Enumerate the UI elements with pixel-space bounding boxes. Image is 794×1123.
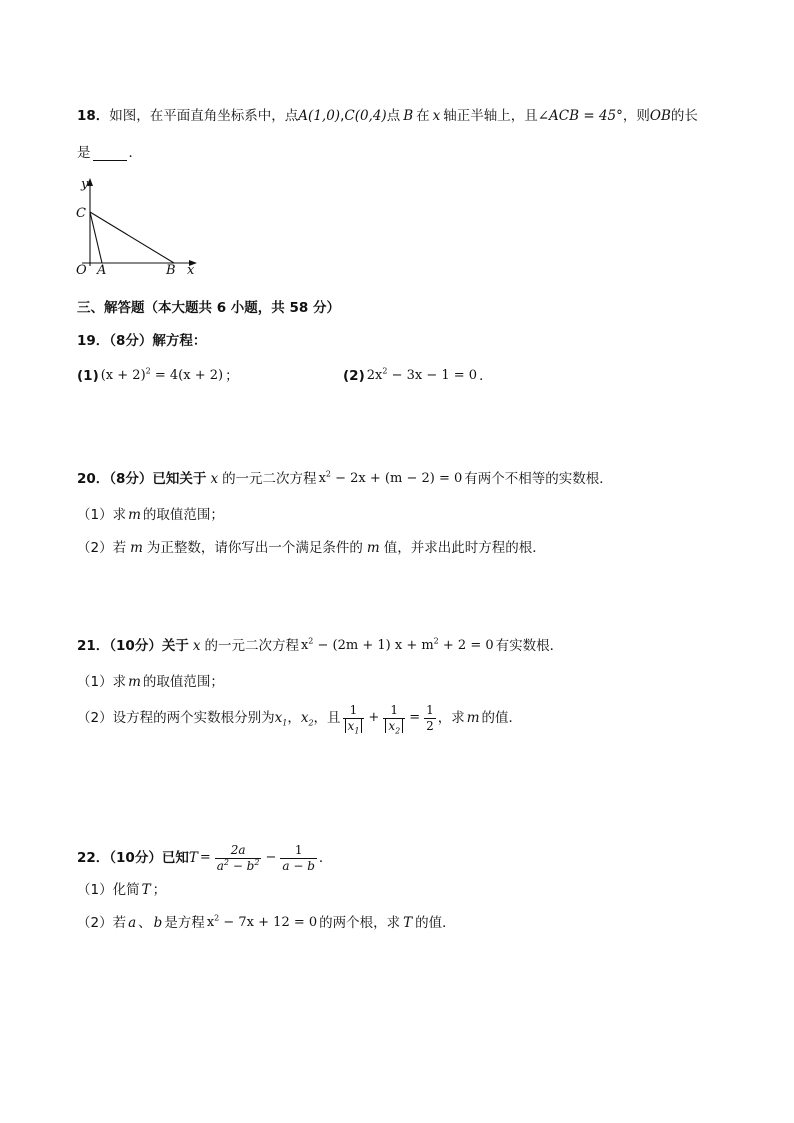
- q21-equation: $x^2 - (2m + 1) x + m^2 + 2 = 0$: [300, 636, 494, 653]
- q18-text-1: 如图，在平面直角坐标系中，点: [109, 108, 299, 124]
- q19-part1-label: (1): [77, 368, 99, 384]
- q22-part1-a: （1）化简: [77, 882, 140, 898]
- q21-header-c: 有实数根．: [495, 638, 564, 654]
- q19-part1-end: ；: [225, 368, 239, 384]
- q21-header-a: 21．（10分）关于: [77, 638, 189, 654]
- q20-x: x: [210, 471, 219, 487]
- q20-header-a: 20．（8分）已知关于: [77, 471, 207, 487]
- q22-end: ．: [318, 850, 333, 866]
- q21-part1-b: 的取值范围；: [142, 674, 224, 690]
- q22-part1-t: T: [141, 882, 151, 898]
- q21-header: [77, 636, 563, 656]
- q22-dun: 、: [138, 915, 152, 931]
- q18-ob: OB: [649, 108, 671, 124]
- q20-part1: [77, 505, 224, 525]
- q20-part2-b: 为正整数，请你写出一个满足条件的: [146, 540, 363, 556]
- q22-part2-b: 是方程: [164, 915, 205, 931]
- q18-angle: ∠ACB = 45°: [537, 108, 623, 124]
- q22-part2-d: 的值．: [415, 915, 456, 931]
- q22-part2: [77, 913, 456, 933]
- q20-part1-a: （1）求: [77, 507, 127, 523]
- q21-plus: +: [368, 710, 380, 725]
- figure-label-x: x: [187, 263, 195, 278]
- q21-part1: [77, 672, 224, 692]
- q18-line1: [77, 106, 698, 126]
- q20-part1-m: m: [128, 507, 141, 523]
- q18-line2-text: 是: [77, 145, 91, 161]
- q19-part1: [77, 366, 239, 386]
- q20-part2-a: （2）若: [77, 540, 127, 556]
- q22-part2-a: （2）若: [77, 915, 127, 931]
- q21-equals: =: [409, 710, 421, 725]
- q22-t: T: [188, 850, 198, 866]
- q18-answer-blank[interactable]: [93, 146, 127, 161]
- q21-frac-1: $\frac{1}{x_1}$: [343, 703, 365, 734]
- q18-x: x: [432, 108, 441, 124]
- q22-minus: −: [265, 850, 277, 865]
- figure-label-o: O: [76, 263, 87, 278]
- q20-equation: $x^2 - 2x + (m - 2) = 0$: [318, 469, 463, 486]
- q20-part2-m2: m: [366, 540, 380, 556]
- q20-part2: [77, 538, 546, 558]
- q22-header: [77, 838, 332, 878]
- figure-segment-cb: [90, 212, 174, 263]
- figure-label-a: A: [97, 263, 107, 278]
- q18-text-4: 轴正半轴上，且: [443, 108, 538, 124]
- q21-frac-half: $\frac{1}{2}$: [426, 702, 434, 733]
- q18-line2: [77, 143, 142, 163]
- q19-part1-equation: $(x + 2)^2 = 4(x + 2)$: [100, 366, 224, 383]
- q18-comma: ,: [340, 108, 345, 124]
- q22-part1: [77, 880, 166, 900]
- q21-sep: ，: [287, 710, 301, 726]
- q21-part2-c: ，求: [437, 710, 465, 726]
- q20-header-c: 有两个不相等的实数根．: [464, 471, 613, 487]
- q21-part2: [77, 700, 522, 736]
- q18-figure: [72, 176, 202, 280]
- q18-text-5: ，则: [622, 108, 650, 124]
- q18-point-c: C(0,4): [344, 108, 387, 124]
- q21-part2-m: m: [466, 710, 480, 726]
- q19-part2-end: ．: [479, 368, 493, 384]
- q19-header: 19．（8分）解方程：: [77, 333, 207, 349]
- figure-segment-ca: [90, 212, 102, 263]
- q18-b: B: [403, 108, 414, 124]
- q20-header-b: 的一元二次方程: [222, 471, 317, 487]
- q21-part1-m: m: [128, 674, 141, 690]
- q22-frac-1: $\frac{2a}{a^2 - b^2}$: [216, 842, 260, 873]
- q22-equation: $x^2 - 7x + 12 = 0$: [206, 913, 318, 930]
- section-3-title: 三、解答题（本大题共 6 小题，共 58 分）: [77, 300, 340, 316]
- figure-label-c: C: [76, 206, 86, 221]
- q18-text-6: 的长: [670, 108, 698, 124]
- q22-frac-2: $\frac{1}{a - b}$: [282, 842, 315, 873]
- q21-part1-a: （1）求: [77, 674, 127, 690]
- q19-part2: [343, 366, 493, 386]
- q22-part2-c: 的两个根，求: [319, 915, 401, 931]
- q21-part2-d: 的值．: [481, 710, 523, 726]
- q20-part1-b: 的取值范围；: [142, 507, 224, 523]
- q22-equals: =: [199, 850, 211, 865]
- q20-part2-m1: m: [130, 540, 143, 556]
- q22-b: b: [153, 915, 163, 931]
- q21-x1: $x_1$: [274, 710, 288, 728]
- q19-part2-label: (2): [343, 368, 365, 384]
- q20-header: [77, 469, 613, 489]
- q21-header-b: 的一元二次方程: [204, 638, 299, 654]
- figure-label-b: B: [166, 263, 176, 278]
- q21-x2: $x_2$: [300, 710, 314, 728]
- q21-x: x: [192, 638, 201, 654]
- q22-part2-t: T: [403, 915, 413, 931]
- q18-number: 18．: [77, 108, 110, 124]
- q18-point-a: A(1,0): [298, 108, 341, 124]
- q20-part2-c: 值，并求出此时方程的根．: [383, 540, 546, 556]
- q21-part2-a: （2）设方程的两个实数根分别为: [77, 710, 275, 726]
- figure-label-y: y: [81, 177, 89, 192]
- q21-part2-b: ，且: [313, 710, 341, 726]
- q18-text-2: 点: [386, 108, 401, 124]
- q19-part2-equation: $2x^2 - 3x - 1 = 0$: [366, 366, 478, 383]
- q22-header-a: 22．（10分）已知: [77, 850, 189, 866]
- q18-text-3: 在: [416, 108, 430, 124]
- q22-part1-b: ；: [152, 882, 167, 898]
- q21-frac-2: $\frac{1}{x_2}$: [383, 703, 405, 734]
- q22-a: a: [128, 915, 137, 931]
- q18-period: ．: [128, 145, 142, 161]
